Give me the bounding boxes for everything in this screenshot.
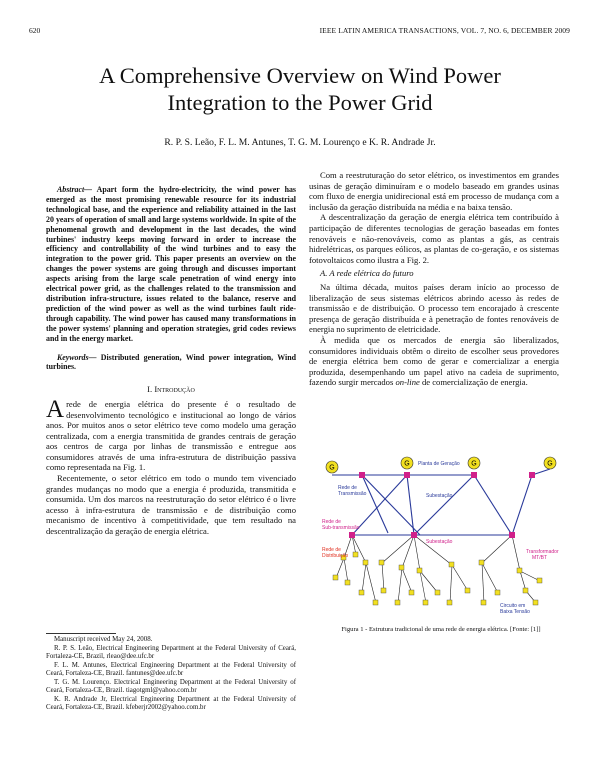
- p4-end: de comercialização de energia.: [419, 377, 528, 388]
- label-planta: Planta de Geração: [418, 461, 460, 467]
- page-number: 620: [29, 26, 41, 35]
- paper-title: [40, 62, 560, 116]
- footnote-author-3: T. G. M. Lourenço. Electrical Engineering Department at the Federal University of Ceará, Fortaleza-CE, Brazil. tiagotgml@yahoo.com.br: [46, 678, 296, 694]
- label-subestacao-top: Subestação: [426, 493, 453, 499]
- footnote-author-4: K. R. Andrade Jr, Electrical Engineering Department at the Federal University of Ceará, Fortaleza-CE, Brazil. kfeberjr2002@yahoo.com.br: [46, 695, 296, 711]
- grid-structure-figure: [322, 453, 562, 623]
- substation-node: [509, 532, 515, 538]
- intro-p1-text: rede de energia elétrica do presente é o resultado de desenvolvimento tecnológico e institucional ao longo de vários anos. Por muitos anos o setor elétrico teve como modelo uma geração centralizada, com a energia transmitida de grandes centrais de geração aos centros de carga por linhas de transmissão e entregue aos consumidores através de uma infra-estrutura de distribuição passiva como representada na Fig. 1.: [46, 398, 296, 473]
- footnote-author-2: F. L. M. Antunes, Electrical Engineering Department at the Federal University of Ceará, Fortaleza-CE, Brazil. fantunes@dee.ufc.br: [46, 661, 296, 677]
- right-paragraph-1: Com a reestruturação do setor elétrico, os investimentos em grandes usinas de geração diminuíram e o modelo baseado em grandes usinas com fluxo de energia unidirecional está em processo de mudança com a inclusão da geração distribuída na média e na baixa tensão.: [309, 170, 559, 212]
- footnotes: [46, 636, 296, 713]
- right-paragraph-4: [309, 335, 559, 388]
- keywords-text: Distributed generation, Wind power integration, Wind turbines.: [46, 352, 296, 372]
- section-number: I.: [147, 384, 153, 395]
- title-line-1: A Comprehensive Overview on Wind Power: [99, 63, 501, 88]
- intro-paragraph-2: Recentemente, o setor elétrico em todo o mundo tem vivenciado grandes mudanças no modo que a energia é produzida, transmitida e consumida. Um dos marcos na reestruturação do setor elétrico é o livre acesso à infra-estrutura de transmissão e de distribuição como mecanismo de incentivo à competitividade, que tem resultado na descentralização da geração de energia elétrica.: [46, 473, 296, 537]
- load-nodes: [333, 552, 542, 605]
- section-title: Introdução: [154, 384, 195, 395]
- label-subestacao-mid: Subestação: [426, 539, 453, 545]
- abstract: [46, 185, 296, 344]
- generator-symbol: G: [471, 460, 477, 468]
- left-column: [46, 185, 296, 537]
- substation-node: [404, 472, 410, 478]
- substation-node: [349, 532, 355, 538]
- generator-symbol: G: [329, 464, 335, 472]
- keywords-lead: Keywords—: [57, 352, 97, 362]
- title-line-2: Integration to the Power Grid: [167, 90, 433, 115]
- label-rede-distribuicao: Rede de Distribuição: [322, 547, 349, 559]
- substation-node: [359, 472, 365, 478]
- p4-italic: on-line: [395, 377, 420, 388]
- label-transformador: Transformador MT/BT: [526, 549, 559, 561]
- p4-text: À medida que os mercados de energia são liberalizados, consumidores individuais obtêm o direito de escolher seus provedores de energia elétrica bem como de gerar e comercializar a energia produzida, desempenhando um papel ativo na cadeia de suprimento, fazendo surgir mercados: [309, 334, 559, 388]
- subsection-heading: A. A rede elétrica do futuro: [320, 268, 414, 279]
- label-circuito: Circuito em Baixa Tensão: [500, 603, 530, 615]
- figure-caption: Figura 1 - Estrutura tradicional de uma rede de energia elétrica. [Fonte: [1]]: [341, 626, 541, 633]
- label-rede-subtransmissao: Rede de Sub-transmissão: [322, 519, 360, 531]
- section-heading: [46, 384, 296, 395]
- generator-symbol: G: [547, 460, 553, 468]
- right-column: [309, 170, 559, 388]
- generator-symbol: G: [404, 460, 410, 468]
- right-paragraph-3: Na última década, muitos países deram início ao processo de liberalização de seus sistemas elétricos abrindo acesso às redes de transmissão e de distribuição. O processo tem encorajado à crescente presença de geração distribuída e à penetração de fontes renováveis de energia no suprimento de eletricidade.: [309, 281, 559, 335]
- abstract-lead: Abstract—: [57, 185, 93, 194]
- author-list: R. P. S. Leão, F. L. M. Antunes, T. G. M. Lourenço e K. R. Andrade Jr.: [164, 137, 436, 148]
- footnote-received: Manuscript received May 24, 2008.: [54, 636, 153, 643]
- substation-node: [411, 532, 417, 538]
- label-rede-transmissao: Rede de Transmissão: [338, 485, 367, 497]
- substation-node: [529, 472, 535, 478]
- intro-paragraph-1: [46, 395, 296, 473]
- running-head: IEEE LATIN AMERICA TRANSACTIONS, VOL. 7, NO. 6, DECEMBER 2009: [319, 26, 570, 35]
- footnote-author-1: R. P. S. Leão, Electrical Engineering Department at the Federal University of Ceará, Fortaleza-CE, Brazil, rleao@dee.ufc.br: [46, 644, 296, 660]
- footnote-rule: [46, 633, 116, 634]
- drop-cap: A: [46, 395, 65, 423]
- right-paragraph-2: A descentralização da geração de energia elétrica tem contribuído à participação de diferentes tecnologias de geração baseadas em fontes renováveis e não-renováveis, como as plantas a gás, as centrais hidrelétricas, os parques eólicos, as plantas de co-geração, e os sistemas fotovoltaicos como ilustra a Fig. 2.: [309, 212, 559, 265]
- keywords: [46, 353, 296, 373]
- substation-node: [471, 472, 477, 478]
- abstract-text: Apart form the hydro-electricity, the wind power has emerged as the most promising renewable resource for its industrial technological base, and the experience and reliability attained in the last 20 years of operation of small and large systems worldwide. In spite of the phenomenal growth and development in the last decades, the wind turbines' industry keeps moving forward in order to increase the efficiency and controllability of the wind turbines and to easy the integration to the power grid. This paper presents an overview on the changes the power systems are going through and discusses important aspects arising from the large scale penetration of wind energy into electrical power grid, as the challenges related to the transmission and distribution infra-structure, issues related to the balance, reserve and prediction of the wind power as well as the wind turbines fault ride-through capability. The wind power has caused many transformations in the power systems' planning and operation strategies, grid codes reviews and in the energy market.: [46, 185, 296, 343]
